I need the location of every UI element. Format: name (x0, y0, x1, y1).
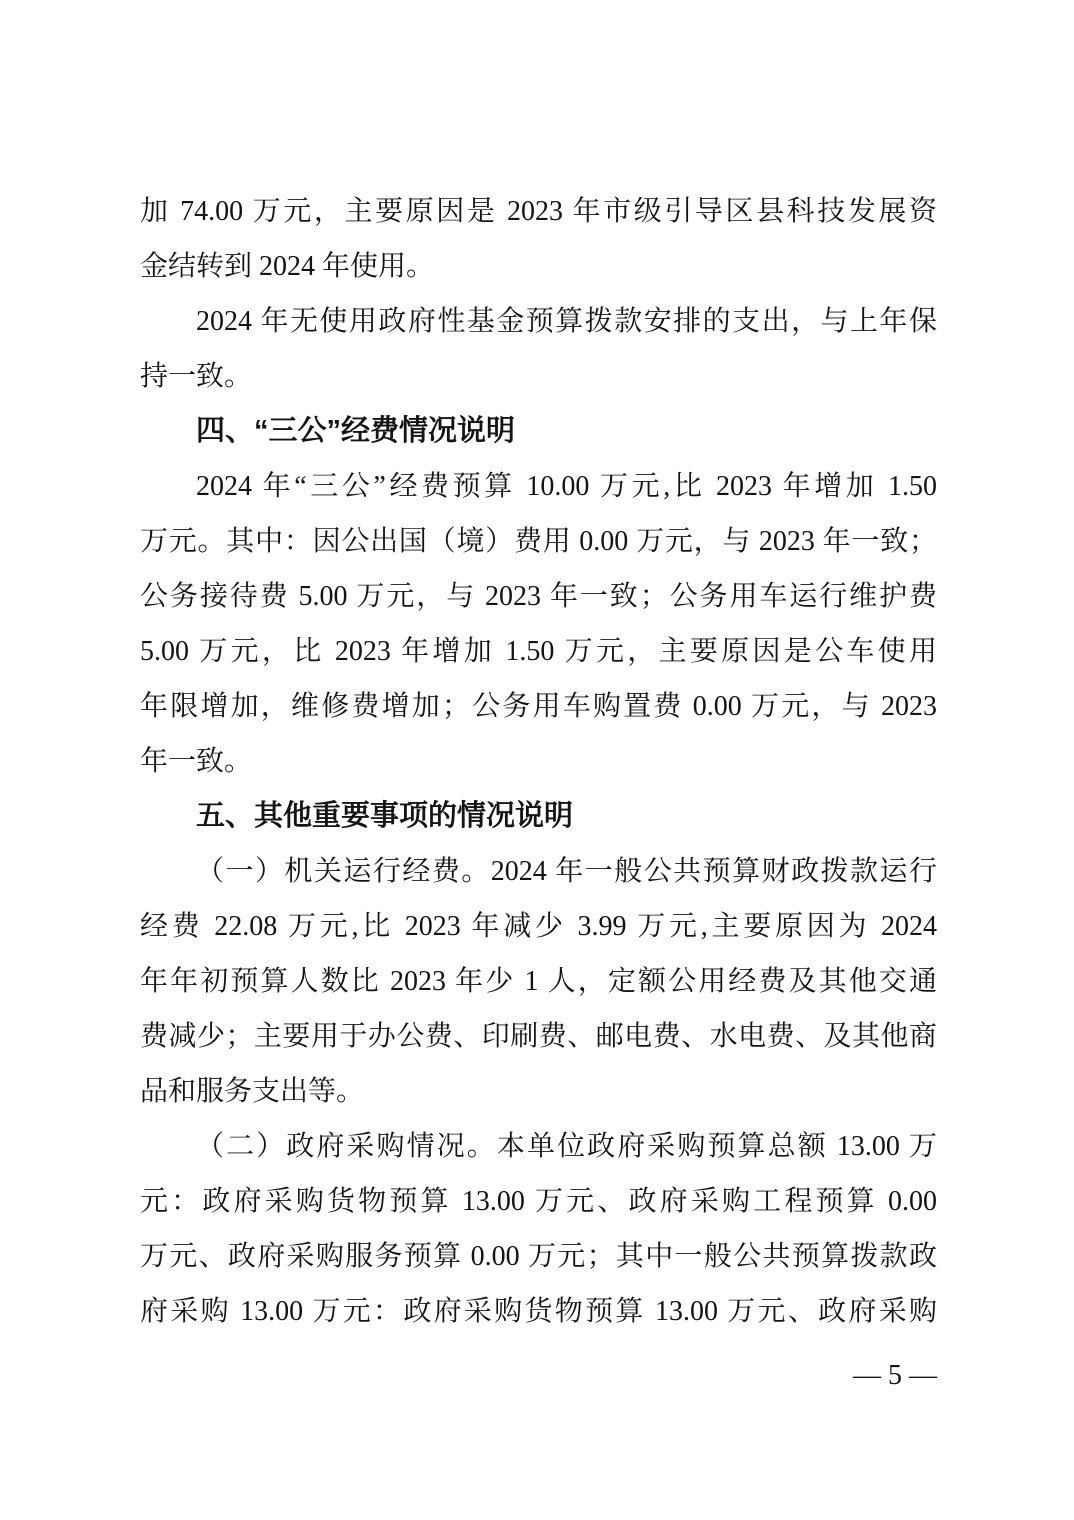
paragraph-line: 年年初预算人数比 2023 年少 1 人，定额公用经费及其他交通 (140, 966, 937, 997)
paragraph-line: 年一致。 (140, 746, 253, 777)
paragraph-line: 持一致。 (140, 361, 253, 392)
page-number: — 5 — (853, 1360, 937, 1391)
paragraph-line: 府采购 13.00 万元：政府采购货物预算 13.00 万元、政府采购 (140, 1296, 937, 1327)
paragraph-line: 品和服务支出等。 (140, 1076, 365, 1107)
paragraph-line: 元：政府采购货物预算 13.00 万元、政府采购工程预算 0.00 (140, 1186, 937, 1217)
paragraph-line: 年限增加，维修费增加；公务用车购置费 0.00 万元，与 2023 (140, 691, 937, 722)
paragraph-line: 金结转到 2024 年使用。 (140, 251, 435, 282)
paragraph-line: 2024 年无使用政府性基金预算拨款安排的支出，与上年保 (196, 306, 937, 337)
paragraph-line: 5.00 万元，比 2023 年增加 1.50 万元，主要原因是公车使用 (140, 636, 937, 667)
paragraph-line: 公务接待费 5.00 万元，与 2023 年一致；公务用车运行维护费 (140, 581, 937, 612)
paragraph-line: 万元、政府采购服务预算 0.00 万元；其中一般公共预算拨款政 (140, 1241, 937, 1272)
section-heading-five: 五、其他重要事项的情况说明 (196, 800, 574, 832)
paragraph-line: （一）机关运行经费。2024 年一般公共预算财政拨款运行 (196, 856, 937, 887)
paragraph-line: （二）政府采购情况。本单位政府采购预算总额 13.00 万 (196, 1131, 937, 1162)
paragraph-line: 2024 年“三公”经费预算 10.00 万元,比 2023 年增加 1.50 (196, 471, 937, 502)
paragraph-line: 万元。其中：因公出国（境）费用 0.00 万元，与 2023 年一致； (140, 526, 937, 557)
paragraph-line: 费减少；主要用于办公费、印刷费、邮电费、水电费、及其他商 (140, 1021, 937, 1052)
paragraph-line: 经费 22.08 万元,比 2023 年减少 3.99 万元,主要原因为 2024 (140, 911, 937, 942)
paragraph-line: 加 74.00 万元，主要原因是 2023 年市级引导区县科技发展资 (140, 196, 937, 227)
document-content (140, 184, 937, 1339)
section-heading-four: 四、“三公”经费情况说明 (196, 415, 516, 447)
